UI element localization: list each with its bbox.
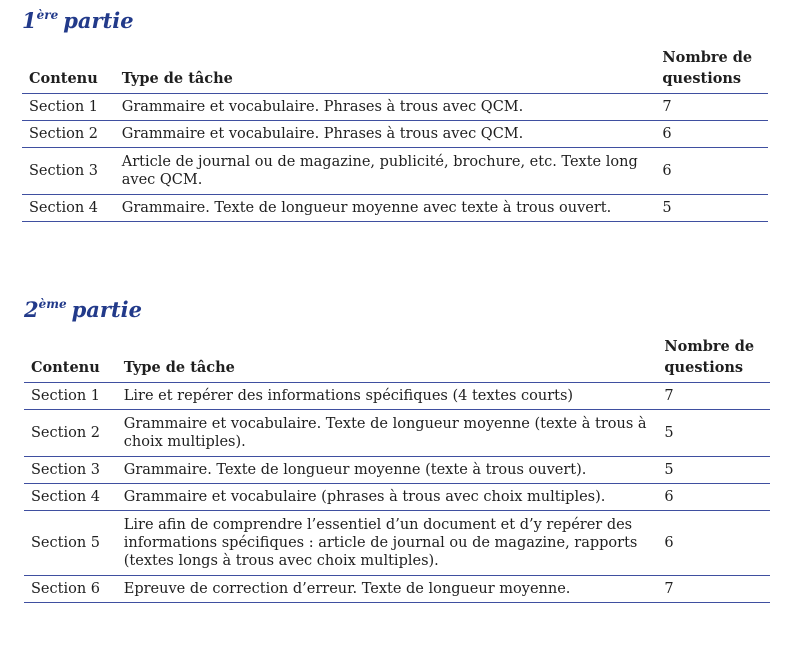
count-cell: 7 [657,383,770,410]
section-cell: Section 3 [24,457,117,484]
section-cell: Section 6 [24,576,117,603]
count-cell: 6 [657,511,770,576]
part-2-table [24,336,770,603]
table-row [22,94,768,121]
part-1-table [22,47,768,222]
table-row [22,195,768,222]
section-cell: Section 3 [22,148,115,195]
part-1-title-superscript: ère [36,8,59,22]
task-cell: Grammaire et vocabulaire. Phrases à trous avec QCM. [115,94,656,121]
count-cell: 5 [655,195,768,222]
table-row [22,121,768,148]
table-row [24,576,770,603]
count-cell: 7 [655,94,768,121]
part-1-title-word: partie [63,8,134,33]
part-1-title [22,3,770,31]
task-cell: Grammaire et vocabulaire (phrases à trous avec choix multiples). [117,484,658,511]
table-row [24,410,770,457]
count-cell: 6 [655,121,768,148]
section-cell: Section 4 [24,484,117,511]
part-2-title [24,292,772,320]
count-cell: 5 [657,457,770,484]
section-cell: Section 2 [24,410,117,457]
task-cell: Grammaire. Texte de longueur moyenne (texte à trous ouvert). [117,457,658,484]
section-cell: Section 5 [24,511,117,576]
task-cell: Epreuve de correction d’erreur. Texte de longueur moyenne. [117,576,658,603]
table-row [24,457,770,484]
part-2-header-row [24,336,770,383]
part-1-title-number: 1 [22,8,37,33]
header-type-de-tache: Type de tâche [115,47,656,94]
count-cell: 7 [657,576,770,603]
section-cell: Section 1 [24,383,117,410]
task-cell: Grammaire. Texte de longueur moyenne avec texte à trous ouvert. [115,195,656,222]
section-cell: Section 2 [22,121,115,148]
task-cell: Grammaire et vocabulaire. Phrases à trous avec QCM. [115,121,656,148]
header-contenu: Contenu [24,336,117,383]
task-cell: Grammaire et vocabulaire. Texte de longueur moyenne (texte à trous à choix multiples). [117,410,658,457]
section-cell: Section 4 [22,195,115,222]
part-2-title-number: 2 [24,297,39,322]
table-row [24,383,770,410]
task-cell: Lire et repérer des informations spécifiques (4 textes courts) [117,383,658,410]
part-1 [22,3,770,222]
task-cell: Lire afin de comprendre l’essentiel d’un document et d’y repérer des informations spécifiques : article de journal ou de magazine, rapports (textes longs à trous avec choix multiples). [117,511,658,576]
count-cell: 6 [655,148,768,195]
part-2 [24,292,772,603]
header-nombre-de-questions: Nombre de questions [657,336,770,383]
section-cell: Section 1 [22,94,115,121]
table-row [22,148,768,195]
part-1-header-row [22,47,768,94]
count-cell: 6 [657,484,770,511]
header-nombre-de-questions: Nombre de questions [655,47,768,94]
task-cell: Article de journal ou de magazine, publicité, brochure, etc. Texte long avec QCM. [115,148,656,195]
table-row [24,511,770,576]
header-type-de-tache: Type de tâche [117,336,658,383]
count-cell: 5 [657,410,770,457]
table-row [24,484,770,511]
part-2-title-word: partie [71,297,142,322]
part-2-title-superscript: ème [38,297,67,311]
header-contenu: Contenu [22,47,115,94]
